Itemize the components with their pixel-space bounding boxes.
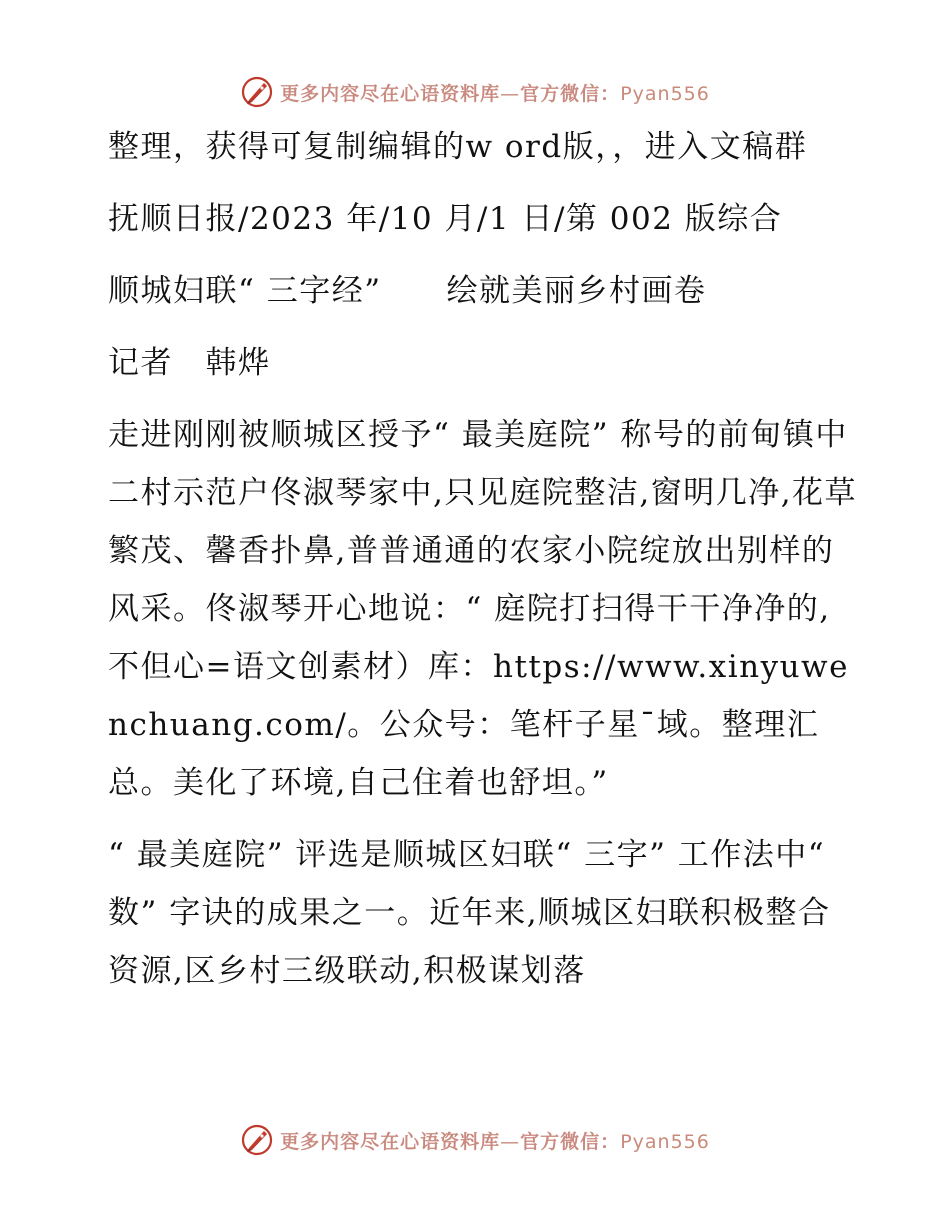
banner-wechat-id: Pyan556 xyxy=(620,1130,710,1153)
banner-brand-text: 更多内容尽在心语资料库 xyxy=(280,1130,501,1153)
source-line: 抚顺日报/2023 年/10 月/1 日/第 002 版综合 xyxy=(108,201,783,237)
article-headline: 顺城妇联“ 三字经” 绘就美丽乡村画卷 xyxy=(108,273,707,309)
document-body xyxy=(98,118,858,1000)
banner-wechat-id: Pyan556 xyxy=(620,82,710,105)
banner-wechat-label: 官方微信： xyxy=(520,82,621,105)
quill-pen-logo-icon xyxy=(240,1123,274,1157)
header-watermark-banner xyxy=(0,70,950,114)
intro-line: 整理，获得可复制编辑的w ord版，，进入文稿群 xyxy=(108,129,808,165)
banner-text xyxy=(280,79,710,106)
byline: 记者 韩烨 xyxy=(108,345,271,381)
article-paragraph-1: 走进刚刚被顺城区授予“ 最美庭院” 称号的前甸镇中二村示范户佟淑琴家中,只见庭院整洁,窗明几净,花草繁茂、馨香扑鼻,普普通通的农家小院绽放出别样的风采。佟淑琴开心地说：“ 庭院打扫得干干净净的,不但心=语文创素材）库：https://www.xinyuwenchuang.com/。公众号：笔杆子星¯域。整理汇总。美化了环境,自己住着也舒坦。” xyxy=(108,417,858,801)
footer-watermark-banner xyxy=(0,1118,950,1162)
banner-text xyxy=(280,1127,710,1154)
quill-pen-logo-icon xyxy=(240,75,274,109)
banner-brand-text: 更多内容尽在心语资料库 xyxy=(280,82,501,105)
banner-wechat-label: 官方微信： xyxy=(520,1130,621,1153)
banner-separator: — xyxy=(500,1130,521,1153)
banner-separator: — xyxy=(500,82,521,105)
article-paragraph-2: “ 最美庭院” 评选是顺城区妇联“ 三字” 工作法中“ 数” 字诀的成果之一。近年来,顺城区妇联积极整合资源,区乡村三级联动,积极谋划落 xyxy=(108,837,837,989)
